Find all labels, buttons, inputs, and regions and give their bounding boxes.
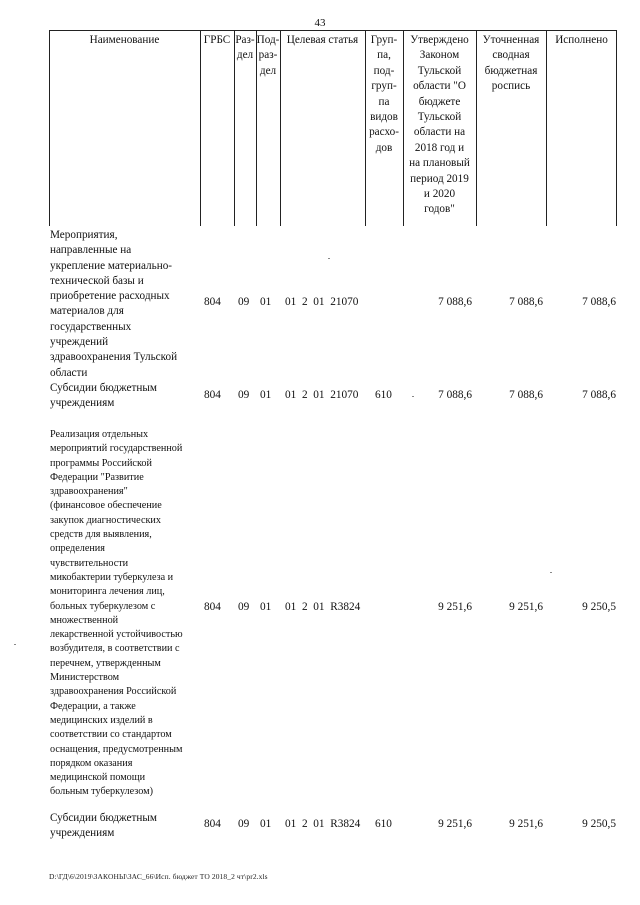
page-number: 43: [314, 17, 326, 29]
row-group: 610: [375, 389, 392, 401]
row-razdel: 09: [238, 601, 250, 613]
row-name: Субсидии бюджетным учреждениям: [50, 812, 157, 840]
scan-speck: [328, 258, 330, 259]
column-divider: [280, 30, 281, 226]
row-refined: 7 088,6: [509, 389, 543, 401]
header-refined: Уточненная сводная бюджетная роспись: [482, 34, 540, 93]
row-razdel: 09: [238, 818, 250, 830]
row-executed: 7 088,6: [582, 389, 616, 401]
header-grbs: ГРБС: [203, 34, 231, 46]
scan-speck: [14, 644, 16, 645]
column-divider: [546, 30, 547, 226]
row-group: 610: [375, 818, 392, 830]
row-approved: 7 088,6: [438, 296, 472, 308]
row-refined: 9 251,6: [509, 601, 543, 613]
row-grbs: 804: [204, 601, 221, 613]
header-group: Груп- па, под- груп- па видов расхо- дов: [369, 34, 399, 154]
row-target: 01 2 01 R3824: [285, 818, 361, 830]
file-path-footer: D:\ГД\6\2019\ЗАКОНЫ\ЗАС_66\Исп. бюджет ТО 2018_2 чт\pr2.xls: [49, 872, 268, 881]
header-razdel: Раз- дел: [235, 34, 255, 62]
row-grbs: 804: [204, 296, 221, 308]
header-podrazdel: Под- раз- дел: [256, 34, 280, 77]
row-razdel: 09: [238, 389, 250, 401]
row-podrazdel: 01: [260, 818, 272, 830]
row-podrazdel: 01: [260, 296, 272, 308]
row-refined: 9 251,6: [509, 818, 543, 830]
row-razdel: 09: [238, 296, 250, 308]
row-target: 01 2 01 21070: [285, 389, 359, 401]
row-approved: 9 251,6: [438, 601, 472, 613]
scan-speck: [412, 396, 414, 397]
scan-speck: [550, 572, 552, 573]
row-target: 01 2 01 21070: [285, 296, 359, 308]
row-podrazdel: 01: [260, 389, 272, 401]
header-approved: Утверждено Законом Тульской области "О бюджете Тульской области на 2018 год и на плановый период 2019 и 2020 годов": [409, 34, 470, 216]
row-executed: 9 250,5: [582, 601, 616, 613]
row-approved: 9 251,6: [438, 818, 472, 830]
row-grbs: 804: [204, 389, 221, 401]
header-executed: Исполнено: [555, 34, 608, 46]
row-executed: 7 088,6: [582, 296, 616, 308]
row-podrazdel: 01: [260, 601, 272, 613]
row-approved: 7 088,6: [438, 389, 472, 401]
header-target: Целевая статья: [286, 34, 359, 46]
row-executed: 9 250,5: [582, 818, 616, 830]
row-name: Мероприятия, направленные на укрепление материально- технической базы и приобретение расходных материалов для государственных учреждений здравоохранения Тульской области: [50, 229, 178, 379]
header-name: Наименование: [89, 34, 160, 46]
column-divider: [200, 30, 201, 226]
row-grbs: 804: [204, 818, 221, 830]
row-name: Реализация отдельных мероприятий государственной программы Российской Федерации "Развитие здравоохранения" (финансовое обеспечение закупок диагностических средств для выявления, определения чувствительности микобактерии туберкулеза и мониторинга лечения лиц, больных туберкулезом с множественной лекарственной устойчивостью возбудителя, в соответствии с перечнем, утвержденным Министерством здравоохранения Российской Федерации, а также медицинских изделий в соответствии со стандартом оснащения, предусмотренным порядком оказания медицинской помощи больным туберкулезом): [50, 429, 183, 798]
row-target: 01 2 01 R3824: [285, 601, 361, 613]
row-refined: 7 088,6: [509, 296, 543, 308]
row-name: Субсидии бюджетным учреждениям: [50, 382, 157, 410]
